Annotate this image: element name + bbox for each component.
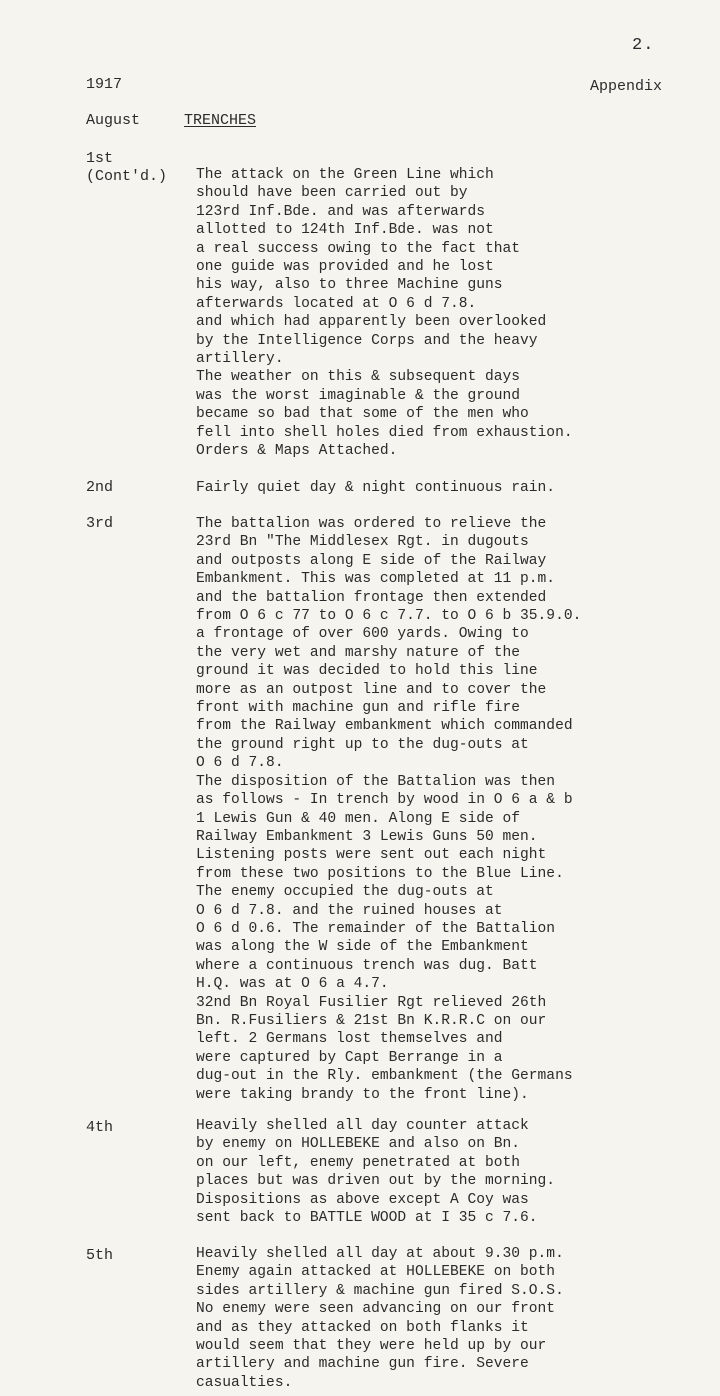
text-line: was the worst imaginable & the ground [196,387,521,404]
text-line: was along the W side of the Embankment [196,939,529,956]
text-line: by enemy on HOLLEBEKE and also on Bn. [196,1136,521,1153]
text-line: sent back to BATTLE WOOD at I 35 c 7.6. [196,1210,538,1227]
text-line: Railway Embankment 3 Lewis Guns 50 men. [196,828,538,845]
text-line: H.Q. was at O 6 a 4.7. [196,976,389,993]
text-line: No enemy were seen advancing on our front [196,1301,556,1318]
entry-date-1st: 1st (Cont'd.) [86,150,168,186]
text-line: allotted to 124th Inf.Bde. was not [196,222,494,239]
text-line: O 6 d 7.8. and the ruined houses at [196,902,503,919]
text-line: became so bad that some of the men who [196,406,529,423]
text-line: afterwards located at O 6 d 7.8. [196,295,477,312]
text-line: artillery. [196,351,284,368]
text-line: the ground right up to the dug-outs at [196,736,529,753]
text-line: from these two positions to the Blue Line. [196,865,564,882]
text-line: The disposition of the Battalion was then [196,773,556,790]
text-line: a frontage of over 600 yards. Owing to [196,626,529,643]
text-line: were captured by Capt Berrange in a [196,1049,503,1066]
text-line: 123rd Inf.Bde. and was afterwards [196,203,486,220]
text-line: Bn. R.Fusiliers & 21st Bn K.R.R.C on our [196,1012,547,1029]
entry-text-1st [196,166,706,461]
text-line: were taking brandy to the front line). [196,1086,529,1103]
text-line: a real success owing to the fact that [196,240,521,257]
text-line: and as they attacked on both flanks it [196,1319,529,1336]
text-line: 23rd Bn "The Middlesex Rgt. in dugouts [196,534,529,551]
text-line: places but was driven out by the morning. [196,1173,556,1190]
year-label: 1917 [86,76,123,93]
text-line: Enemy again attacked at HOLLEBEKE on both [196,1264,556,1281]
text-line: Listening posts were sent out each night [196,847,547,864]
entry-text-2nd [196,479,706,497]
text-line: The battalion was ordered to relieve the [196,516,547,532]
page-number: 2. [632,36,655,55]
text-line: should have been carried out by [196,185,468,202]
text-line: Fairly quiet day & night continuous rain. [196,480,556,496]
text-line: fell into shell holes died from exhaustion. [196,424,573,441]
text-line: The attack on the Green Line which [196,167,494,183]
text-line: and outposts along E side of the Railway [196,552,547,569]
entry-date-3rd: 3rd [86,515,114,532]
text-line: would seem that they were held up by our [196,1338,547,1355]
text-line: front with machine gun and rifle fire [196,700,521,717]
text-line: 32nd Bn Royal Fusilier Rgt relieved 26th [196,994,547,1011]
text-line: O 6 d 7.8. [196,755,284,772]
text-line: casualties. [196,1374,293,1391]
text-line: as follows - In trench by wood in O 6 a & b [196,792,573,809]
entry-text-3rd [196,515,706,1104]
text-line: Heavily shelled all day at about 9.30 p.m. [196,1246,564,1262]
text-line: Dispositions as above except A Coy was [196,1191,529,1208]
text-line: dug-out in the Rly. embankment (the Germans [196,1068,573,1085]
text-line: and which had apparently been overlooked [196,314,547,331]
text-line: from the Railway embankment which commanded [196,718,573,735]
text-line: O 6 d 0.6. The remainder of the Battalion [196,920,556,937]
text-line: by the Intelligence Corps and the heavy [196,332,538,349]
entry-date-2nd: 2nd [86,479,114,496]
text-line: Heavily shelled all day counter attack [196,1118,529,1134]
entry-text-4th [196,1117,706,1227]
text-line: and the battalion frontage then extended [196,589,547,606]
text-line: The enemy occupied the dug-outs at [196,884,494,901]
entry-date-5th: 5th [86,1247,114,1264]
text-line: artillery and machine gun fire. Severe [196,1356,529,1373]
text-line: one guide was provided and he lost [196,259,494,276]
entry-date-4th: 4th [86,1119,114,1136]
text-line: where a continuous trench was dug. Batt [196,957,538,974]
entry-text-5th [196,1245,706,1392]
month-label: August [86,112,141,129]
text-line: Orders & Maps Attached. [196,443,398,460]
text-line: Embankment. This was completed at 11 p.m. [196,571,556,588]
text-line: on our left, enemy penetrated at both [196,1154,521,1171]
text-line: left. 2 Germans lost themselves and [196,1031,503,1048]
text-line: ground it was decided to hold this line [196,663,538,680]
text-line: more as an outpost line and to cover the [196,681,547,698]
text-line: 1 Lewis Gun & 40 men. Along E side of [196,810,521,827]
text-line: his way, also to three Machine guns [196,277,503,294]
text-line: The weather on this & subsequent days [196,369,521,386]
text-line: the very wet and marshy nature of the [196,644,521,661]
section-title: TRENCHES [184,112,257,129]
text-line: sides artillery & machine gun fired S.O.S. [196,1282,564,1299]
appendix-label: Appendix [590,78,663,95]
text-line: from O 6 c 77 to O 6 c 7.7. to O 6 b 35.9.0. [196,608,582,625]
